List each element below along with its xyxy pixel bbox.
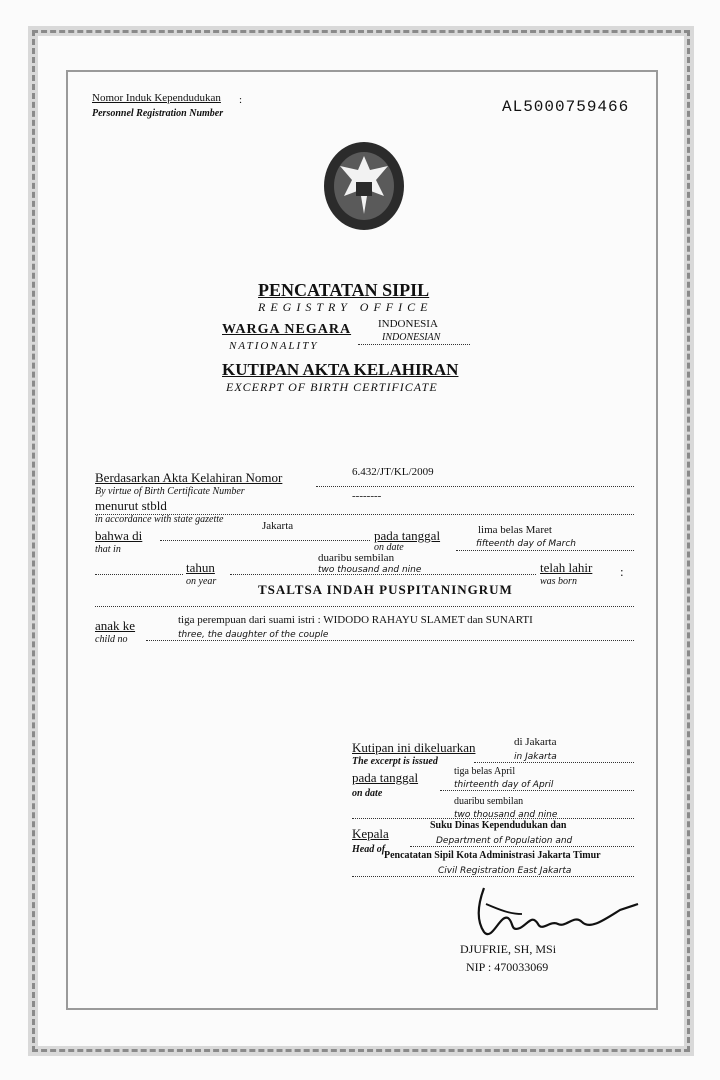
issued-label-en: The excerpt is issued: [352, 756, 438, 767]
issued-place: di Jakarta: [514, 736, 557, 748]
nationality-label: WARGA NEGARA: [222, 322, 352, 337]
cert-number-label: Berdasarkan Akta Kelahiran Nomor: [95, 470, 283, 485]
document-title: KUTIPAN AKTA KELAHIRAN: [222, 360, 459, 379]
nationality-label-en: NATIONALITY: [229, 340, 319, 352]
child-no-dots: [146, 640, 634, 641]
official-name: DJUFRIE, SH, MSi: [460, 942, 557, 956]
reg-label-en: Personnel Registration Number: [92, 108, 224, 119]
head-label-en: Head of: [352, 844, 386, 855]
year-dots: [230, 574, 536, 575]
official-nip: NIP : 470033069: [466, 960, 549, 974]
year-lead-dots: [95, 574, 183, 575]
reg-number: AL5000759466: [502, 98, 630, 116]
place-value: Jakarta: [262, 520, 294, 532]
cert-number-dots: [316, 486, 634, 487]
dept-line-1: Suku Dinas Kependudukan dan: [430, 820, 567, 831]
year-value-en: two thousand and nine: [318, 565, 422, 575]
issue-date-label-en: on date: [352, 788, 383, 799]
issued-dots: [474, 762, 634, 763]
reg-label: Nomor Induk Kependudukan: [92, 92, 221, 104]
cert-number-value: 6.432/JT/KL/2009: [352, 466, 434, 478]
child-no-value-en: three, the daughter of the couple: [178, 630, 329, 640]
issue-date-label: pada tanggal: [352, 770, 419, 785]
child-no-value: tiga perempuan dari suami istri : WIDODO RAHAYU SLAMET dan SUNARTI: [178, 614, 533, 626]
birth-date-label: pada tanggal: [374, 528, 441, 543]
dept-line-1-dots: [410, 846, 634, 847]
year-label: tahun: [186, 560, 215, 575]
birth-date-label-en: on date: [374, 542, 404, 553]
issue-year-value-en: two thousand and nine: [454, 810, 558, 820]
place-dots: [160, 540, 370, 541]
document-title-en: EXCERPT OF BIRTH CERTIFICATE: [226, 380, 438, 394]
place-label: bahwa di: [95, 528, 143, 543]
birth-date-value: lima belas Maret: [478, 524, 552, 536]
stbld-value: --------: [352, 490, 382, 502]
year-label-en: on year: [186, 576, 217, 587]
head-label: Kepala: [352, 826, 389, 841]
issue-date-value-en: thirteenth day of April: [454, 780, 554, 790]
issued-place-en: in Jakarta: [514, 752, 557, 762]
born-label-en: was born: [540, 576, 577, 587]
issued-label: Kutipan ini dikeluarkan: [352, 740, 476, 755]
dept-line-1-en: Department of Population and: [436, 836, 573, 846]
place-label-en: that in: [95, 544, 121, 555]
reg-colon: :: [239, 94, 243, 106]
stbld-label-en: in accordance with state gazette: [95, 514, 224, 525]
garuda-emblem-icon: [318, 136, 410, 236]
nationality-value-en: INDONESIAN: [382, 332, 441, 343]
issue-year-dots: [352, 818, 634, 819]
child-no-label: anak ke: [95, 618, 136, 633]
issue-year-value: duaribu sembilan: [454, 796, 524, 807]
nationality-dots: [358, 344, 470, 345]
birth-date-value-en: fifteenth day of March: [476, 539, 576, 549]
year-value: duaribu sembilan: [318, 552, 395, 564]
office-title: PENCATATAN SIPIL: [258, 280, 430, 300]
office-title-en: REGISTRY OFFICE: [258, 300, 433, 314]
birth-date-dots: [456, 550, 634, 551]
nationality-value: INDONESIA: [378, 318, 438, 330]
issue-date-dots: [440, 790, 634, 791]
born-colon: :: [620, 564, 624, 579]
cert-number-label-en: By virtue of Birth Certificate Number: [95, 486, 245, 497]
issue-date-value: tiga belas April: [454, 766, 516, 777]
child-name: TSALTSA INDAH PUSPITANINGRUM: [258, 582, 513, 597]
child-no-label-en: child no: [95, 634, 128, 645]
dept-line-2: Pencatatan Sipil Kota Administrasi Jakarta Timur: [384, 850, 601, 861]
signature-icon: [470, 884, 642, 944]
dept-line-2-en: Civil Registration East Jakarta: [438, 866, 572, 876]
born-label: telah lahir: [540, 560, 593, 575]
name-dots: [95, 606, 634, 607]
stbld-label: menurut stbld: [95, 498, 167, 513]
dept-line-2-dots: [352, 876, 634, 877]
